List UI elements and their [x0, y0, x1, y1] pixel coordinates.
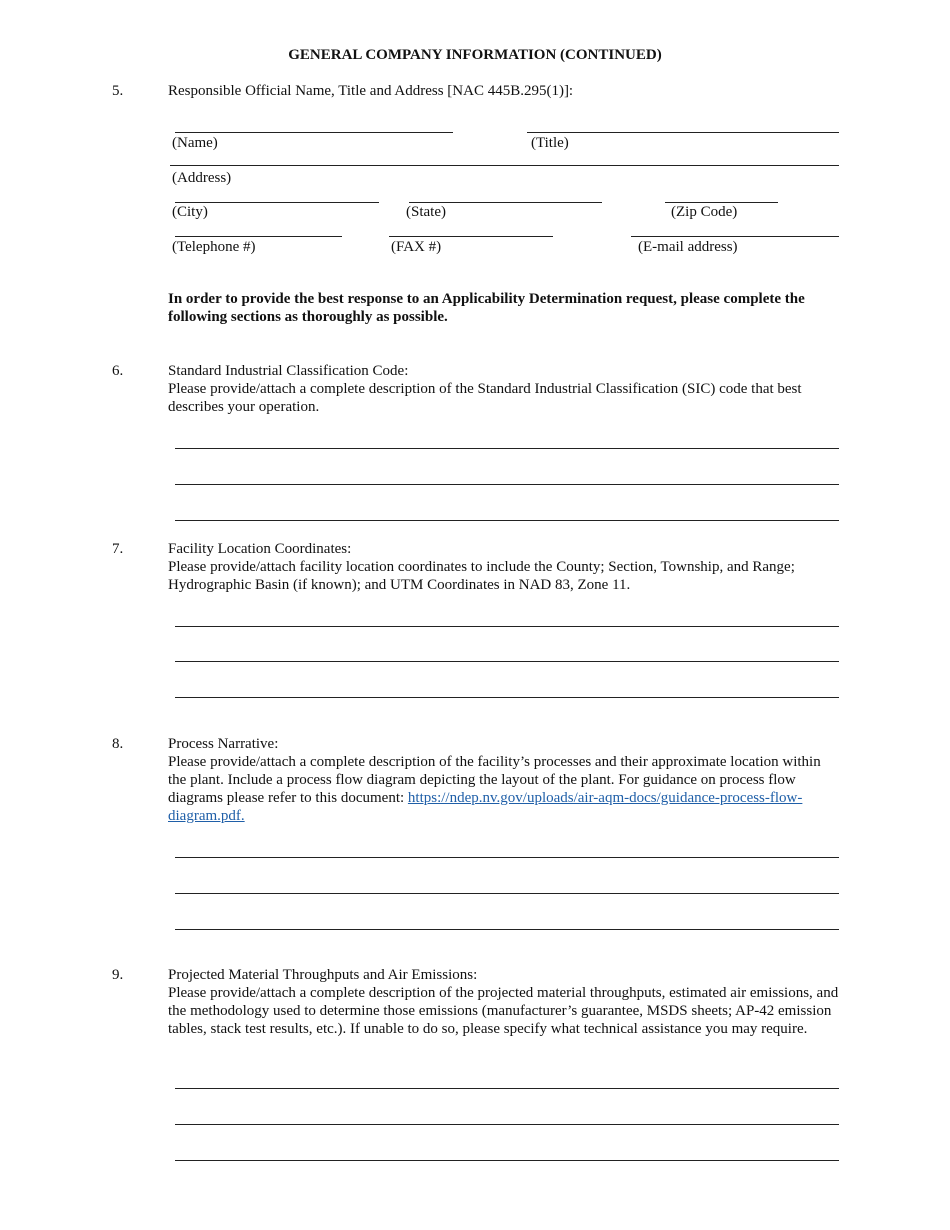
item-8-answer-line[interactable] — [175, 929, 839, 930]
guidance-document-link[interactable]: https://ndep.nv.gov/uploads/air-aqm-docs/guidance-process-flow-diagram.pdf. — [168, 790, 803, 824]
fax-field-label: (FAX #) — [391, 239, 442, 255]
item-8-paragraph — [168, 753, 840, 825]
item-8-text: Please provide/attach a complete description of the facility’s processes and their approximate location within the plant. Include a process flow diagram depicting the layout of the plant. For guidance on process flow diagrams please refer to this document: — [168, 754, 821, 806]
email-field-line[interactable] — [631, 236, 839, 237]
item-9-answer-line[interactable] — [175, 1160, 839, 1161]
telephone-field-label: (Telephone #) — [172, 239, 256, 255]
item-7-number: 7. — [112, 541, 124, 557]
item-9-answer-line[interactable] — [175, 1124, 839, 1125]
item-9-answer-line[interactable] — [175, 1088, 839, 1089]
item-6-answer-line[interactable] — [175, 520, 839, 521]
name-field-label: (Name) — [172, 135, 218, 151]
title-field-line[interactable] — [527, 132, 839, 133]
item-8-answer-line[interactable] — [175, 893, 839, 894]
page-title: GENERAL COMPANY INFORMATION (CONTINUED) — [288, 47, 662, 63]
telephone-field-line[interactable] — [175, 236, 342, 237]
item-8-number: 8. — [112, 736, 124, 752]
item-6-number: 6. — [112, 363, 124, 379]
name-field-line[interactable] — [175, 132, 453, 133]
city-field-label: (City) — [172, 204, 208, 220]
item-7-answer-line[interactable] — [175, 661, 839, 662]
email-field-label: (E-mail address) — [638, 239, 738, 255]
item-7-answer-line[interactable] — [175, 697, 839, 698]
item-8-heading: Process Narrative: — [168, 736, 279, 752]
item-8-answer-line[interactable] — [175, 857, 839, 858]
item-9-number: 9. — [112, 967, 124, 983]
item-7-text: Please provide/attach facility location coordinates to include the County; Section, Township, and Range; Hydrographic Basin (if known); and UTM Coordinates in NAD 83, Zone 11. — [168, 559, 795, 593]
item-5-number: 5. — [112, 83, 124, 99]
item-6-heading: Standard Industrial Classification Code: — [168, 363, 409, 379]
item-6-answer-line[interactable] — [175, 448, 839, 449]
item-9-text: Please provide/attach a complete description of the projected material throughputs, estimated air emissions, and the methodology used to determine those emissions (manufacturer’s guarantee, MSDS sheets; AP-42 emission tables, stack test results, etc.). If unable to do so, please specify what technical assistance you may require. — [168, 985, 839, 1037]
item-5-label: Responsible Official Name, Title and Address [NAC 445B.295(1)]: — [168, 83, 574, 99]
address-field-label: (Address) — [172, 170, 232, 186]
instruction-text: In order to provide the best response to an Applicability Determination request, please complete the following sections as thoroughly as possible. — [168, 291, 805, 325]
item-9-heading: Projected Material Throughputs and Air Emissions: — [168, 967, 478, 983]
item-6-answer-line[interactable] — [175, 484, 839, 485]
address-field-line[interactable] — [170, 165, 839, 166]
item-7-heading: Facility Location Coordinates: — [168, 541, 352, 557]
state-field-label: (State) — [406, 204, 446, 220]
item-7-answer-line[interactable] — [175, 626, 839, 627]
zip-field-label: (Zip Code) — [671, 204, 738, 220]
fax-field-line[interactable] — [389, 236, 553, 237]
title-field-label: (Title) — [531, 135, 569, 151]
item-6-text: Please provide/attach a complete description of the Standard Industrial Classification (SIC) code that best describes your operation. — [168, 381, 802, 415]
